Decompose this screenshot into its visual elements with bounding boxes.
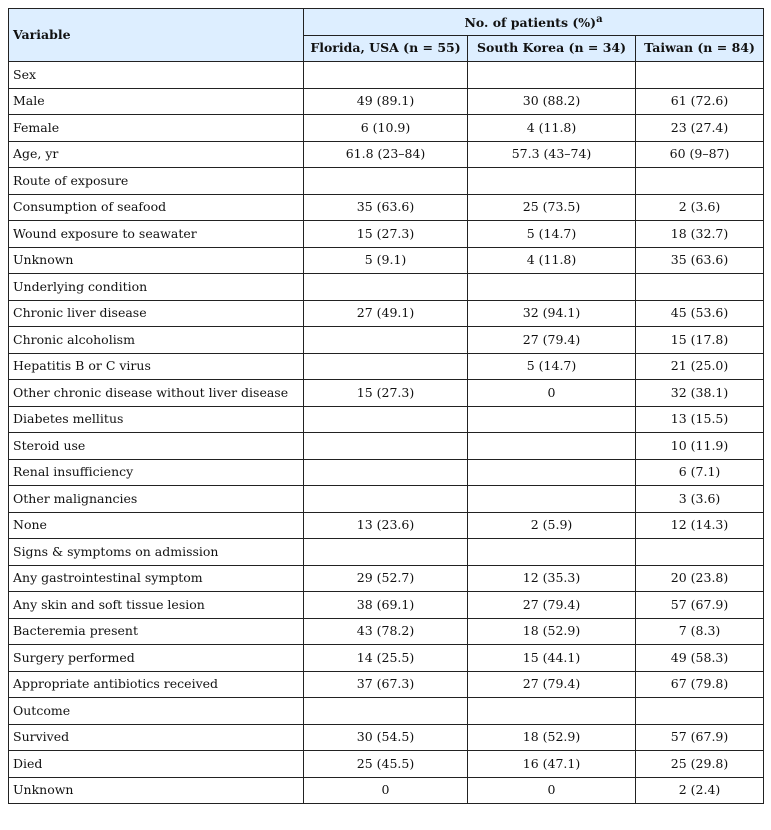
table-cell: 0 (468, 380, 636, 407)
table-row (9, 459, 764, 486)
table-row (9, 353, 764, 380)
table-cell: 3 (3.6) (636, 486, 764, 513)
row-label: Diabetes mellitus (9, 406, 304, 433)
table-cell: 35 (63.6) (636, 247, 764, 274)
column-header-south-korea: South Korea (n = 34) (468, 35, 636, 62)
group-header-label: No. of patients (%) (464, 14, 597, 30)
row-label: Wound exposure to seawater (9, 221, 304, 248)
table-row (9, 168, 764, 195)
row-label: Renal insufficiency (9, 459, 304, 486)
table-cell: 49 (58.3) (636, 645, 764, 672)
table-cell (304, 353, 468, 380)
table-cell: 23 (27.4) (636, 115, 764, 142)
table-cell: 13 (23.6) (304, 512, 468, 539)
table-cell: 2 (5.9) (468, 512, 636, 539)
table-cell: 0 (304, 777, 468, 804)
table-cell: 30 (88.2) (468, 88, 636, 115)
table-cell: 6 (7.1) (636, 459, 764, 486)
table-cell (304, 168, 468, 195)
table-cell: 13 (15.5) (636, 406, 764, 433)
table-row (9, 698, 764, 725)
table-cell: 37 (67.3) (304, 671, 468, 698)
table-cell (304, 698, 468, 725)
table-cell: 49 (89.1) (304, 88, 468, 115)
row-label: Female (9, 115, 304, 142)
table-cell: 27 (49.1) (304, 300, 468, 327)
row-label: Route of exposure (9, 168, 304, 195)
row-label: Bacteremia present (9, 618, 304, 645)
table-cell: 14 (25.5) (304, 645, 468, 672)
table-row (9, 539, 764, 566)
table-row (9, 671, 764, 698)
table-row (9, 247, 764, 274)
group-column-header (304, 9, 764, 36)
table-row (9, 62, 764, 89)
table-cell: 25 (73.5) (468, 194, 636, 221)
table-cell: 27 (79.4) (468, 327, 636, 354)
table-row (9, 327, 764, 354)
table-cell: 57.3 (43–74) (468, 141, 636, 168)
table-cell (304, 274, 468, 301)
table-row (9, 141, 764, 168)
table-cell (304, 62, 468, 89)
table-row (9, 645, 764, 672)
table-row (9, 194, 764, 221)
row-label: None (9, 512, 304, 539)
table-cell (636, 274, 764, 301)
row-label: Sex (9, 62, 304, 89)
table-cell: 7 (8.3) (636, 618, 764, 645)
table-cell: 6 (10.9) (304, 115, 468, 142)
table-cell: 2 (2.4) (636, 777, 764, 804)
row-label: Outcome (9, 698, 304, 725)
row-label: Steroid use (9, 433, 304, 460)
table-cell (636, 539, 764, 566)
table-cell: 38 (69.1) (304, 592, 468, 619)
table-cell (468, 698, 636, 725)
table-cell (468, 274, 636, 301)
row-label: Any skin and soft tissue lesion (9, 592, 304, 619)
table-row (9, 221, 764, 248)
table-cell (304, 486, 468, 513)
row-label: Unknown (9, 777, 304, 804)
table-cell: 57 (67.9) (636, 592, 764, 619)
table-cell: 32 (38.1) (636, 380, 764, 407)
table-cell (304, 406, 468, 433)
table-cell (304, 433, 468, 460)
table-cell: 29 (52.7) (304, 565, 468, 592)
column-header-taiwan: Taiwan (n = 84) (636, 35, 764, 62)
table-cell: 12 (14.3) (636, 512, 764, 539)
table-cell: 4 (11.8) (468, 247, 636, 274)
table-cell: 60 (9–87) (636, 141, 764, 168)
table-cell (304, 459, 468, 486)
row-label: Appropriate antibiotics received (9, 671, 304, 698)
table-cell: 15 (27.3) (304, 380, 468, 407)
table-cell (636, 62, 764, 89)
table-row (9, 433, 764, 460)
row-label: Survived (9, 724, 304, 751)
table-row (9, 406, 764, 433)
table-cell: 21 (25.0) (636, 353, 764, 380)
table-cell: 5 (14.7) (468, 221, 636, 248)
table-cell: 18 (52.9) (468, 618, 636, 645)
table-row (9, 592, 764, 619)
row-label: Signs & symptoms on admission (9, 539, 304, 566)
table-cell (468, 406, 636, 433)
table-cell: 27 (79.4) (468, 671, 636, 698)
table-row (9, 565, 764, 592)
table-cell: 20 (23.8) (636, 565, 764, 592)
table-cell: 27 (79.4) (468, 592, 636, 619)
table-cell: 32 (94.1) (468, 300, 636, 327)
table-cell (468, 433, 636, 460)
table-cell (468, 168, 636, 195)
table-row (9, 618, 764, 645)
row-label: Other malignancies (9, 486, 304, 513)
header-row-group (9, 9, 764, 36)
row-label: Died (9, 751, 304, 778)
table-cell: 5 (9.1) (304, 247, 468, 274)
row-label: Surgery performed (9, 645, 304, 672)
table-cell: 57 (67.9) (636, 724, 764, 751)
table-cell (636, 698, 764, 725)
table-cell: 10 (11.9) (636, 433, 764, 460)
table-cell (468, 539, 636, 566)
table-row (9, 274, 764, 301)
table-cell (304, 327, 468, 354)
table-row (9, 512, 764, 539)
row-label: Consumption of seafood (9, 194, 304, 221)
table-row (9, 115, 764, 142)
patient-comparison-table (8, 8, 764, 804)
row-label: Underlying condition (9, 274, 304, 301)
table-cell (304, 539, 468, 566)
table-cell: 2 (3.6) (636, 194, 764, 221)
table-cell: 15 (17.8) (636, 327, 764, 354)
table-cell: 45 (53.6) (636, 300, 764, 327)
table-row (9, 300, 764, 327)
table-cell: 18 (32.7) (636, 221, 764, 248)
row-label: Chronic alcoholism (9, 327, 304, 354)
table-cell: 43 (78.2) (304, 618, 468, 645)
row-label: Other chronic disease without liver disease (9, 380, 304, 407)
row-label: Chronic liver disease (9, 300, 304, 327)
row-label: Any gastrointestinal symptom (9, 565, 304, 592)
variable-column-header: Variable (9, 9, 304, 62)
table-cell (636, 168, 764, 195)
table-header (9, 9, 764, 62)
column-header-florida: Florida, USA (n = 55) (304, 35, 468, 62)
table-cell (468, 62, 636, 89)
table-cell: 5 (14.7) (468, 353, 636, 380)
table-row (9, 88, 764, 115)
table-cell (468, 486, 636, 513)
table-cell: 0 (468, 777, 636, 804)
table-cell: 15 (44.1) (468, 645, 636, 672)
table-row (9, 380, 764, 407)
table-cell: 25 (45.5) (304, 751, 468, 778)
table-row (9, 777, 764, 804)
table-row (9, 724, 764, 751)
row-label: Unknown (9, 247, 304, 274)
table-cell (468, 459, 636, 486)
table-cell: 12 (35.3) (468, 565, 636, 592)
table-cell: 15 (27.3) (304, 221, 468, 248)
table-cell: 61.8 (23–84) (304, 141, 468, 168)
table-cell: 16 (47.1) (468, 751, 636, 778)
table-row (9, 751, 764, 778)
table-cell: 18 (52.9) (468, 724, 636, 751)
table-cell: 30 (54.5) (304, 724, 468, 751)
table-cell: 4 (11.8) (468, 115, 636, 142)
table-cell: 61 (72.6) (636, 88, 764, 115)
row-label: Hepatitis B or C virus (9, 353, 304, 380)
table-body (9, 62, 764, 804)
table-cell: 67 (79.8) (636, 671, 764, 698)
table-cell: 25 (29.8) (636, 751, 764, 778)
table-cell: 35 (63.6) (304, 194, 468, 221)
footnote-marker: a (596, 13, 603, 25)
row-label: Age, yr (9, 141, 304, 168)
row-label: Male (9, 88, 304, 115)
table-row (9, 486, 764, 513)
